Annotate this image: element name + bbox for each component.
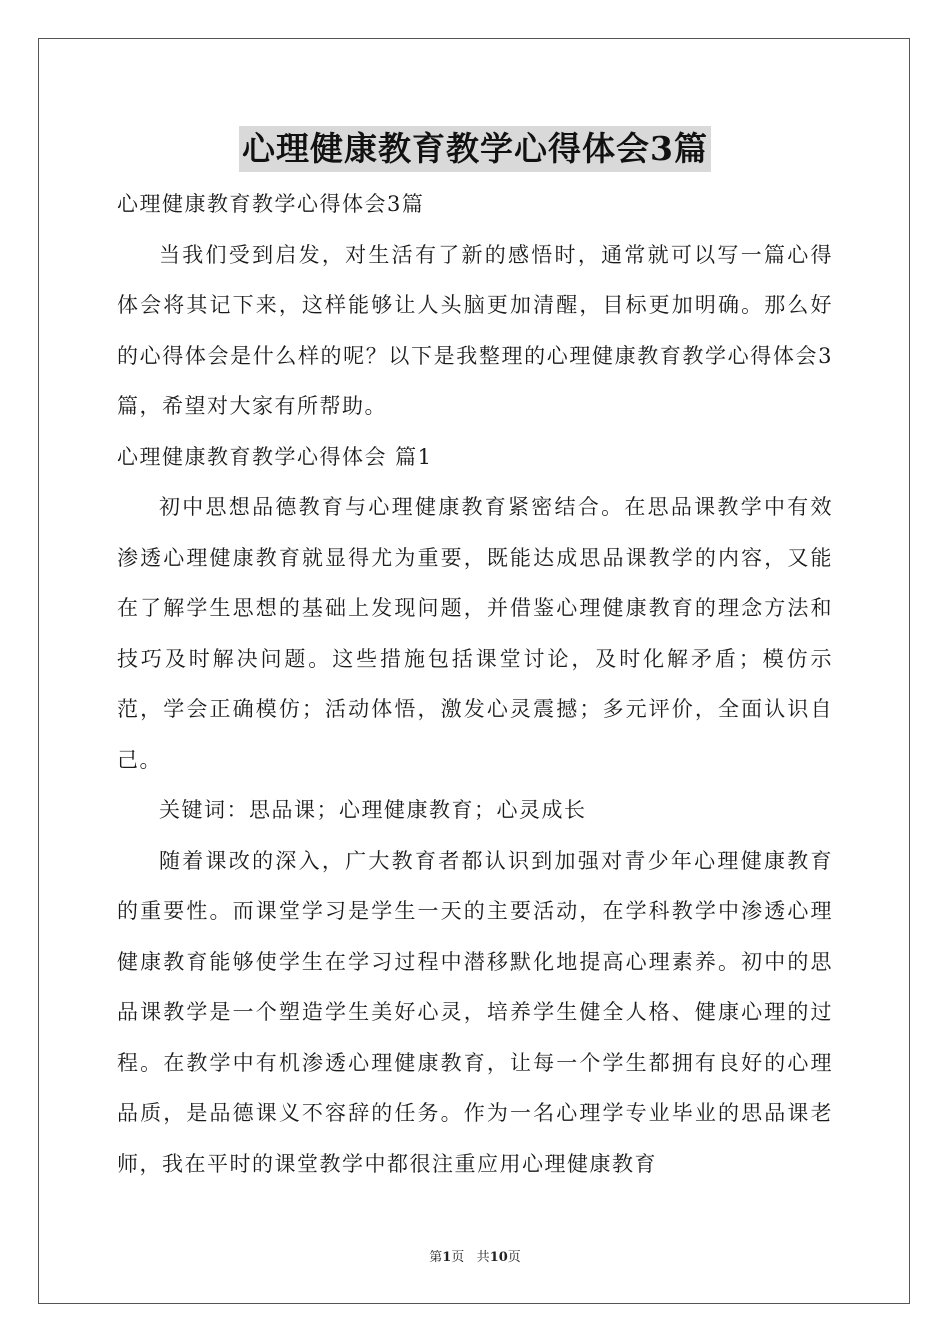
paragraph: 心理健康教育教学心得体会 篇1 (117, 444, 433, 469)
document-body (117, 179, 833, 1189)
page-suffix: 页 (451, 1250, 465, 1265)
total-pages: 10 (489, 1250, 508, 1265)
paragraph: 随着课改的深入，广大教育者都认识到加强对青少年心理健康教育的重要性。而课堂学习是学生一天的主要活动，在学科教学中渗透心理健康教育能够使学生在学习过程中潜移默化地提高心理素养。初中的思品课教学是一个塑造学生美好心灵，培养学生健全人格、健康心理的过程。在教学中有机渗透心理健康教育，让每一个学生都拥有良好的心理品质，是品德课义不容辞的任务。作为一名心理学专业毕业的思品课老师，我在平时的课堂教学中都很注重应用心理健康教育 (117, 848, 833, 1176)
document-title: 心理健康教育教学心得体会3篇 (239, 126, 711, 172)
page-prefix: 第 (429, 1250, 443, 1265)
total-prefix: 共 (476, 1250, 490, 1265)
paragraph: 初中思想品德教育与心理健康教育紧密结合。在思品课教学中有效渗透心理健康教育就显得尤为重要，既能达成思品课教学的内容，又能在了解学生思想的基础上发现问题，并借鉴心理健康教育的理念方法和技巧及时解决问题。这些措施包括课堂讨论，及时化解矛盾；模仿示范，学会正确模仿；活动体悟，激发心灵震撼；多元评价，全面认识自己。 (117, 495, 833, 772)
page-footer (0, 1246, 950, 1265)
title-container (0, 126, 950, 172)
paragraph: 关键词：思品课；心理健康教育；心灵成长 (159, 798, 587, 822)
total-suffix: 页 (507, 1250, 521, 1265)
paragraph: 当我们受到启发，对生活有了新的感悟时，通常就可以写一篇心得体会将其记下来，这样能够让人头脑更加清醒，目标更加明确。那么好的心得体会是什么样的呢？以下是我整理的心理健康教育教学心得体会3篇，希望对大家有所帮助。 (117, 242, 833, 418)
page-number: 1 (442, 1250, 452, 1265)
paragraph: 心理健康教育教学心得体会3篇 (117, 192, 425, 216)
